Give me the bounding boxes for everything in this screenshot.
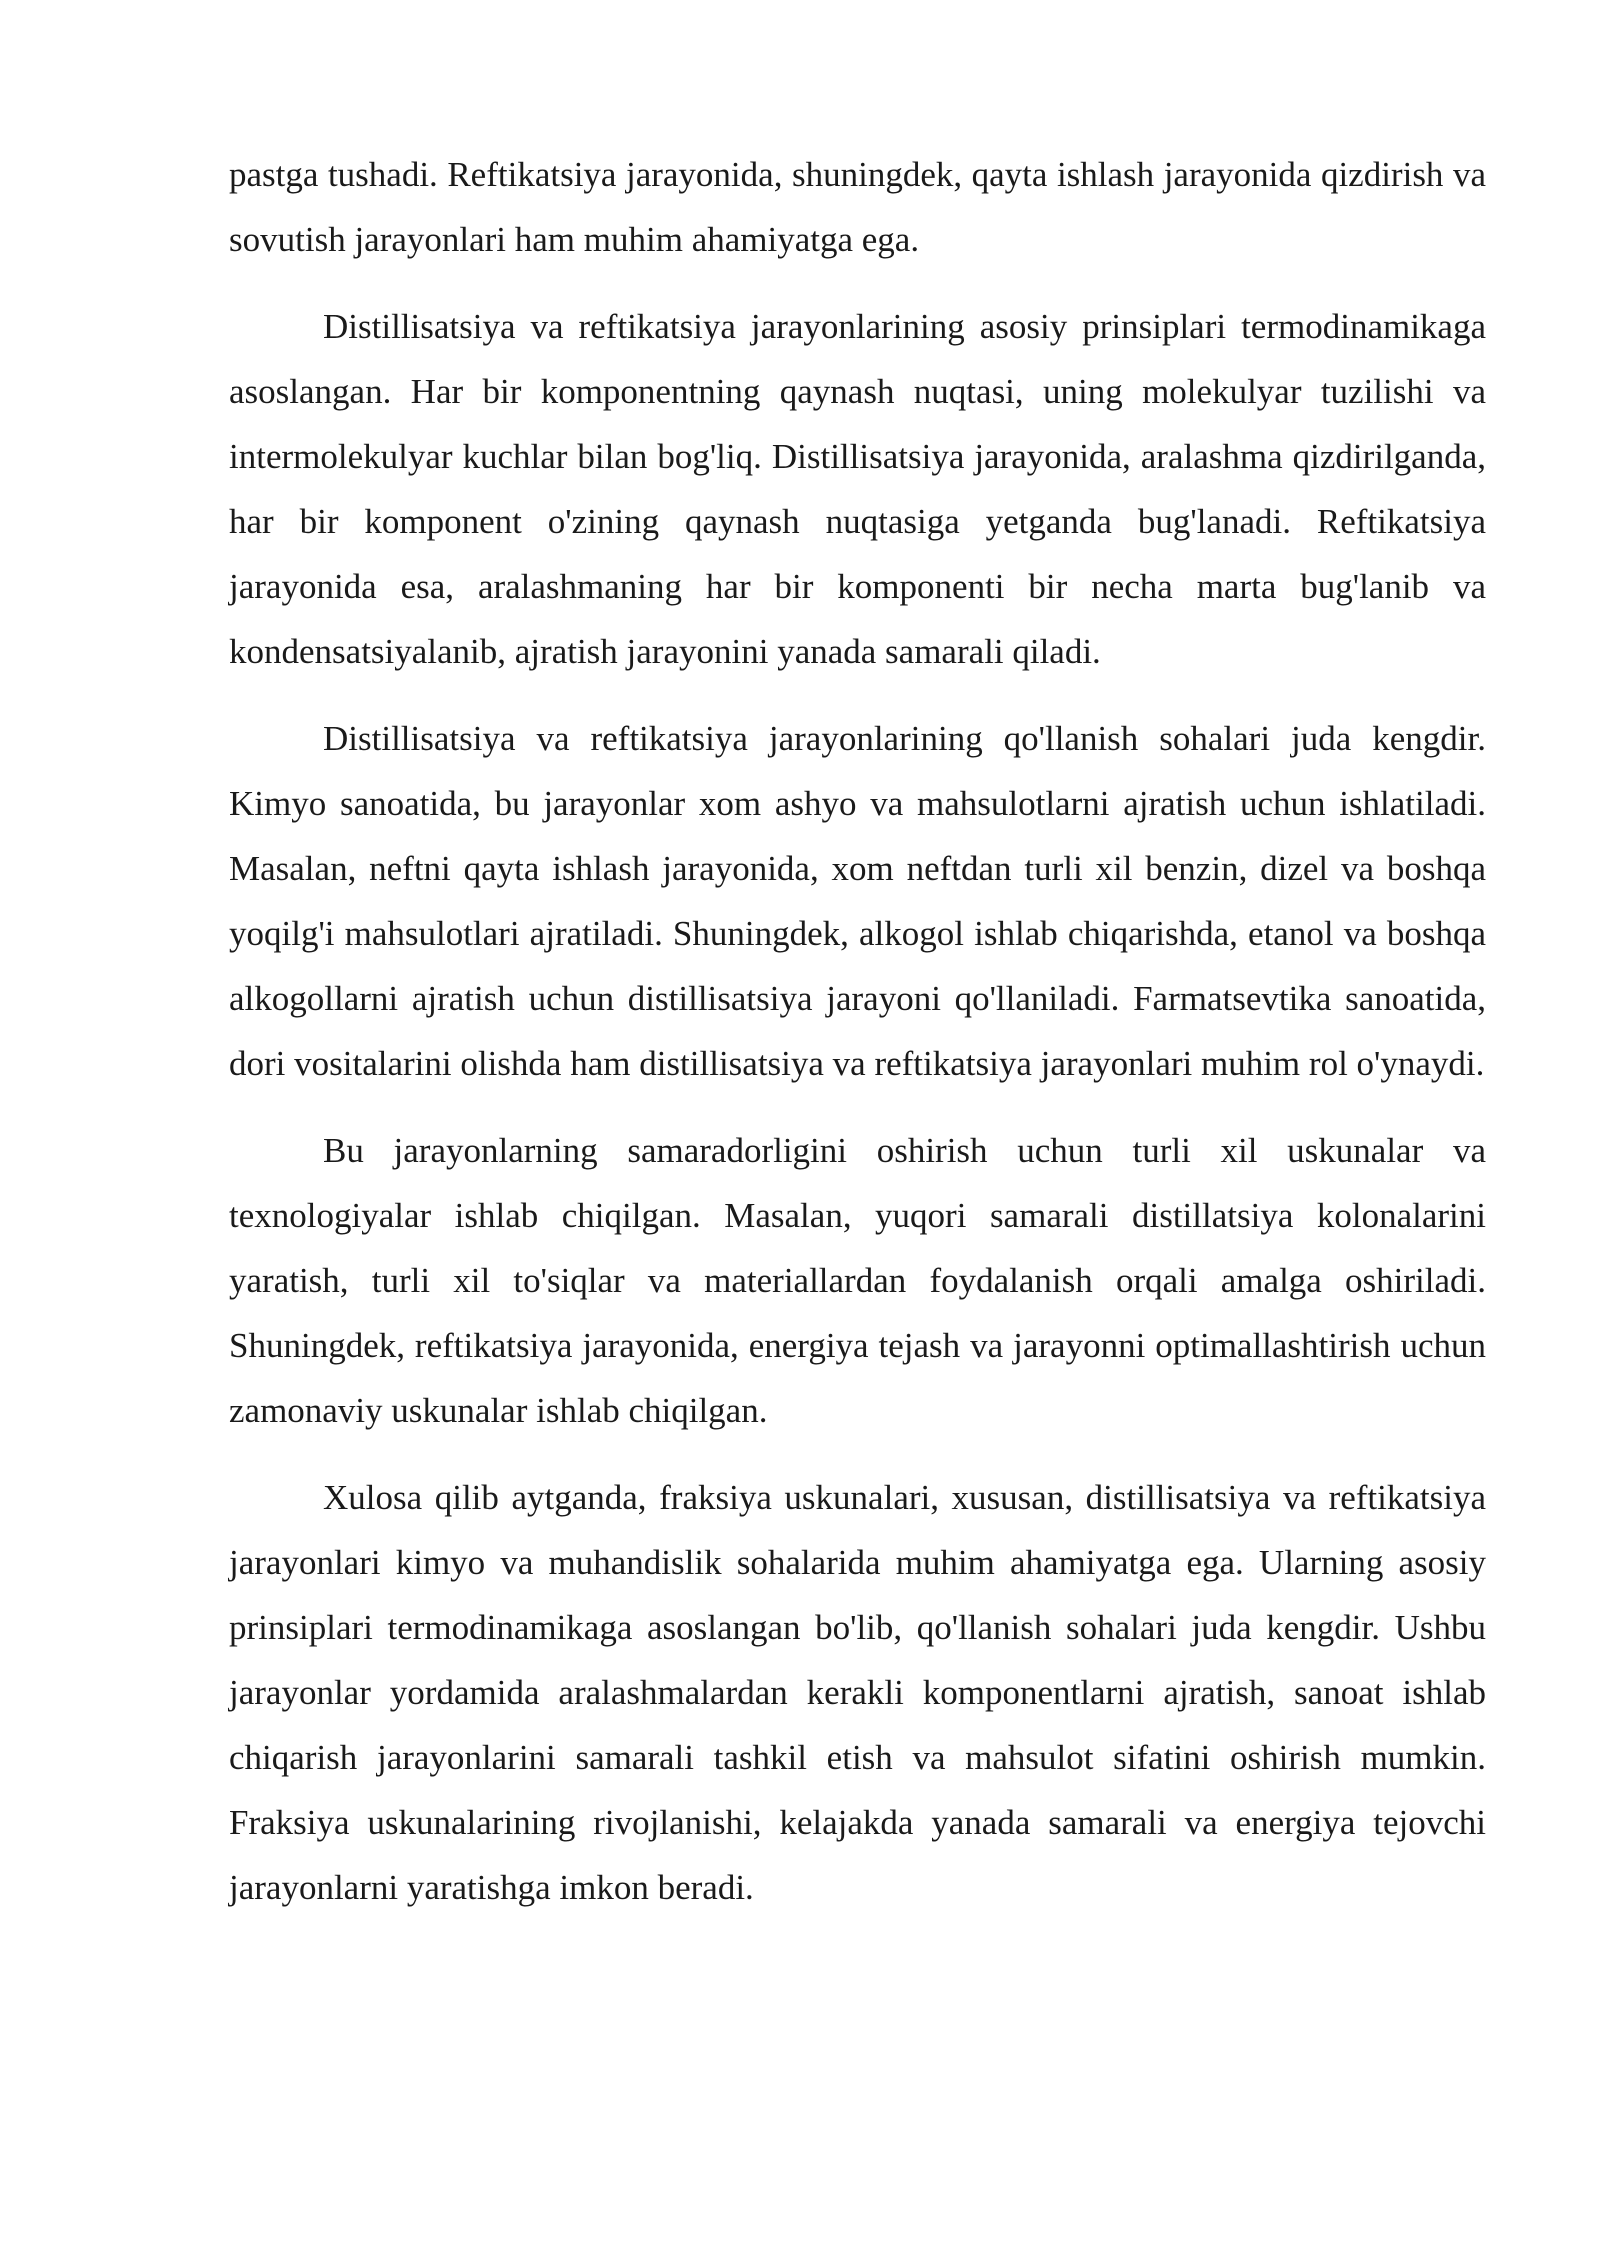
paragraph-continuation: pastga tushadi. Reftikatsiya jarayonida, shuningdek, qayta ishlash jarayonida qizdirish va sovutish jarayonlari ham muhim ahamiyatga ega. (229, 155, 1486, 259)
paragraph-applications: Distillisatsiya va reftikatsiya jarayonlarining qo'llanish sohalari juda kengdir. Kimyo sanoatida, bu jarayonlar xom ashyo va mahsulotlarni ajratish uchun ishlatiladi. Masalan, neftni qayta ishlash jarayonida, xom neftdan turli xil benzin, dizel va boshqa yoqilg'i mahsulotlari ajratiladi. Shuningdek, alkogol ishlab chiqarishda, etanol va boshqa alkogollarni ajratish uchun distillisatsiya jarayoni qo'llaniladi. Farmatsevtika sanoatida, dori vositalarini olishda ham distillisatsiya va reftikatsiya jarayonlari muhim rol o'ynaydi. (229, 719, 1486, 1083)
paragraph-efficiency: Bu jarayonlarning samaradorligini oshirish uchun turli xil uskunalar va texnologiyalar ishlab chiqilgan. Masalan, yuqori samarali distillatsiya kolonalarini yaratish, turli xil to'siqlar va materiallardan foydalanish orqali amalga oshiriladi. Shuningdek, reftikatsiya jarayonida, energiya tejash va jarayonni optimallashtirish uchun zamonaviy uskunalar ishlab chiqilgan. (229, 1131, 1486, 1430)
paragraph-principles: Distillisatsiya va reftikatsiya jarayonlarining asosiy prinsiplari termodinamikaga asoslangan. Har bir komponentning qaynash nuqtasi, uning molekulyar tuzilishi va intermolekulyar kuchlar bilan bog'liq. Distillisatsiya jarayonida, aralashma qizdirilganda, har bir komponent o'zining qaynash nuqtasiga yetganda bug'lanadi. Reftikatsiya jarayonida esa, aralashmaning har bir komponenti bir necha marta bug'lanib va kondensatsiyalanib, ajratish jarayonini yanada samarali qiladi. (229, 307, 1486, 671)
body-text (229, 142, 1486, 1942)
paragraph-conclusion: Xulosa qilib aytganda, fraksiya uskunalari, xususan, distillisatsiya va reftikatsiya jarayonlari kimyo va muhandislik sohalarida muhim ahamiyatga ega. Ularning asosiy prinsiplari termodinamikaga asoslangan bo'lib, qo'llanish sohalari juda kengdir. Ushbu jarayonlar yordamida aralashmalardan kerakli komponentlarni ajratish, sanoat ishlab chiqarish jarayonlarini samarali tashkil etish va mahsulot sifatini oshirish mumkin. Fraksiya uskunalarining rivojlanishi, kelajakda yanada samarali va energiya tejovchi jarayonlarni yaratishga imkon beradi. (229, 1478, 1486, 1907)
